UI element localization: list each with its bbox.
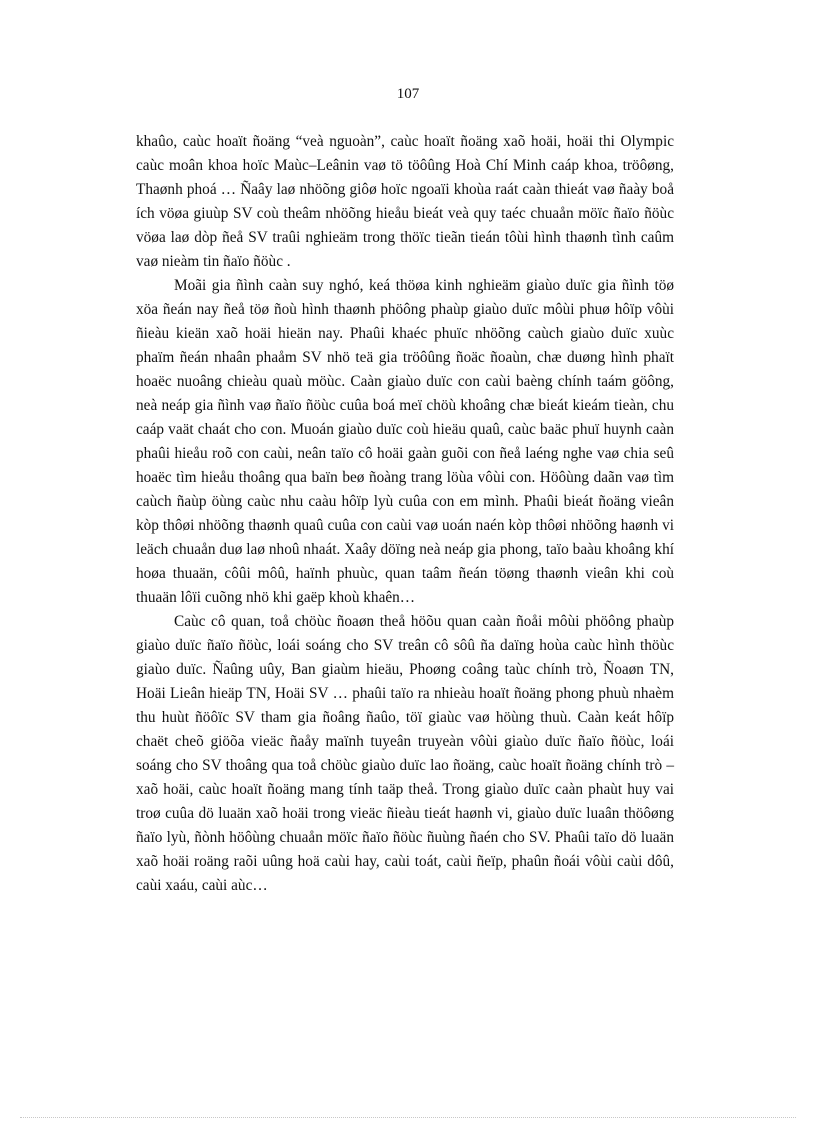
paragraph-continuation: khaûo, caùc hoaït ñoäng “veà nguoàn”, caùc hoaït ñoäng xaõ hoäi, hoäi thi Olympic caùc moân khoa hoïc Maùc–Leânin vaø tö töôûng Hoà Chí Minh caáp khoa, tröôøng, Thaønh phoá … Ñaây laø nhöõng giôø hoïc ngoaïi khoùa raát caàn thieát vaø ñaày boå ích vöøa giuùp SV coù theâm nhöõng hieåu bieát veà quy taéc chuaån möïc ñaïo ñöùc vöøa laø dòp ñeå SV traûi nghieäm trong thöïc tieãn tieán tôùi hình thaønh tình caûm vaø nieàm tin ñaïo ñöùc . bbox=[136, 133, 674, 270]
paragraph-family-education: Moãi gia ñình caàn suy nghó, keá thöøa kinh nghieäm giaùo duïc gia ñình töø xöa ñeán nay ñeå töø ñoù hình thaønh phöông phaùp giaùo duïc môùi phuø hôïp vôùi ñieàu kieän xaõ hoäi hieän nay. Phaûi khaéc phuïc nhöõng caùch giaùo duïc xuùc phaïm ñeán nhaân phaåm SV nhö teä gia tröôûng ñoäc ñoaùn, chæ duøng hình phaït hoaëc nuoâng chieàu quaù möùc. Caàn giaùo duïc con caùi baèng chính taám göông, neà neáp gia ñình vaø ñaïo ñöùc cuûa boá meï chöù khoâng chæ bieát kieám tieàn, chu caáp vaät chaát cho con. Muoán giaùo duïc coù hieäu quaû, caùc baäc phuï huynh caàn phaûi hieåu roõ con caùi, neân taïo cô hoäi gaàn guõi con ñeå laéng nghe vaø chia seû hoaëc tìm hieåu thoâng qua baïn beø ñoàng trang löùa vôùi con. Höôùng daãn vaø tìm caùch ñaùp öùng caùc nhu caàu hôïp lyù cuûa con em mình. Phaûi bieát ñoäng vieân kòp thôøi nhöõng thaønh quaû cuûa con caùi vaø uoán naén kòp thôøi nhöõng haønh vi leäch chuaån duø laø nhoû nhaát. Xaây döïng neà neáp gia phong, taïo baàu khoâng khí hoøa thuaän, côûi môû, haïnh phuùc, quan taâm ñeán töøng thaønh vieân khi coù thuaän lôïi cuõng nhö khi gaëp khoù khaên… bbox=[136, 277, 674, 606]
paragraph-organizations: Caùc cô quan, toå chöùc ñoaøn theå höõu quan caàn ñoåi môùi phöông phaùp giaùo duïc ñaïo ñöùc, loái soáng cho SV treân cô sôû ña daïng hoùa caùc hình thöùc giaùo duïc. Ñaûng uûy, Ban giaùm hieäu, Phoøng coâng taùc chính trò, Ñoaøn TN, Hoäi Lieân hieäp TN, Hoäi SV … phaûi taïo ra nhieàu hoaït ñoäng phong phuù nhaèm thu huùt ñöôïc SV tham gia ñoâng ñaûo, töï giaùc vaø höùng thuù. Caàn keát hôïp chaët cheõ giöõa vieäc ñaåy maïnh tuyeân truyeàn vôùi giaùo duïc ñaïo ñöùc, loái soáng cho SV thoâng qua toå chöùc giaùo duïc lao ñoäng, caùc hoaït ñoäng chính trò – xaõ hoäi, caùc hoaït ñoäng mang tính taäp theå. Trong giaùo duïc caàn phaùt huy vai troø cuûa dö luaän xaõ hoäi trong vieäc ñieàu tieát haønh vi, giaùo duïc luaân thöôøng ñaïo lyù, ñònh höôùng chuaån möïc ñaïo ñöùc ñuùng ñaén cho SV. Phaûi taïo dö luaän xaõ hoäi roäng raõi uûng hoä caùi hay, caùi toát, caùi ñeïp, phaûn ñoái vôùi caùi dôû, caùi xaáu, caùi aùc… bbox=[136, 613, 674, 894]
body-text bbox=[136, 130, 674, 898]
page-bottom-border bbox=[20, 1117, 796, 1118]
page-number: 107 bbox=[396, 86, 420, 102]
